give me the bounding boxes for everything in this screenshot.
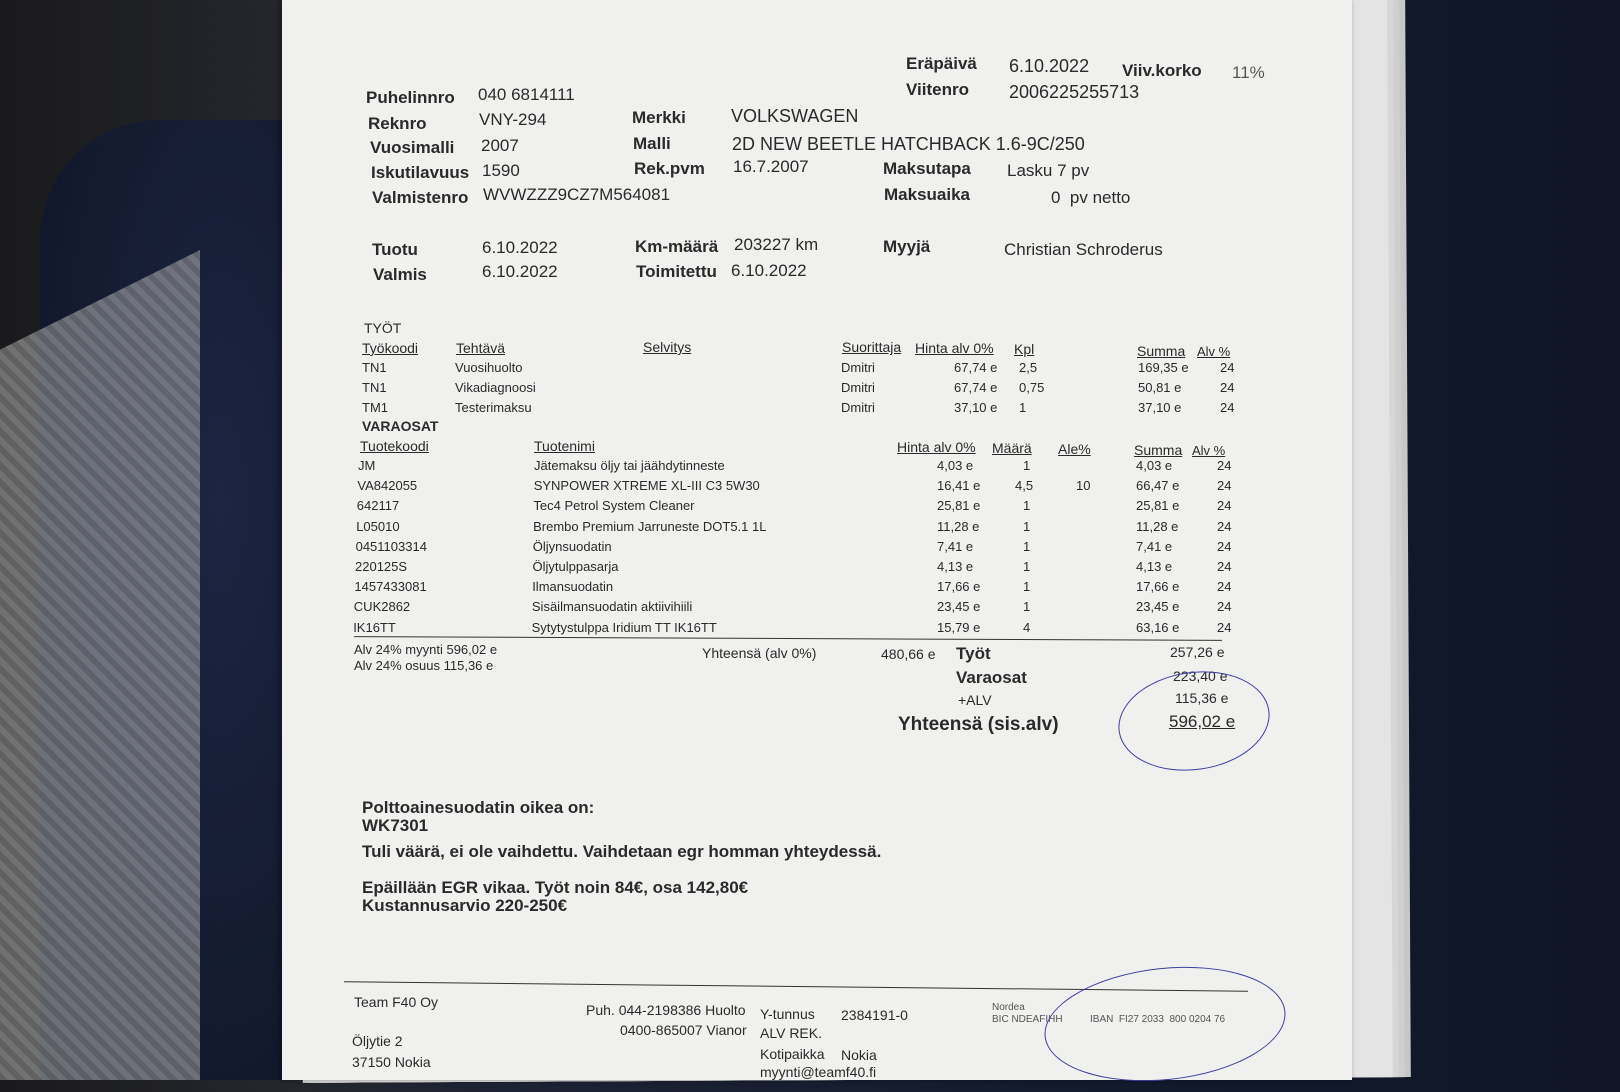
tyot-vat: 24 — [1220, 400, 1235, 415]
varaosat-vat: 24 — [1217, 498, 1232, 514]
varaosat-total-value: 223,40 e — [1173, 668, 1228, 684]
tyot-header-alv: Alv % — [1197, 344, 1231, 359]
varaosat-qty: 1 — [1023, 559, 1031, 574]
tyot-header-kpl: Kpl — [1014, 341, 1035, 357]
varaosat-price: 16,41 e — [937, 478, 981, 494]
varaosat-code: 220125S — [355, 559, 408, 574]
note-line-1: Polttoainesuodatin oikea on: — [362, 798, 595, 817]
varaosat-sum: 4,03 e — [1136, 458, 1173, 473]
varaosat-price: 7,41 e — [937, 538, 974, 554]
varaosat-row — [282, 458, 1352, 476]
iskutilavuus-label: Iskutilavuus — [371, 163, 470, 182]
invoice-page — [282, 0, 1352, 1080]
tyot-code: TM1 — [362, 400, 388, 415]
alv-total-label: +ALV — [958, 692, 992, 708]
varaosat-sum: 23,45 e — [1136, 599, 1180, 615]
varaosat-qty: 1 — [1023, 518, 1031, 534]
tyot-code: TN1 — [362, 360, 387, 375]
varaosat-row — [282, 498, 1352, 516]
varaosat-vat: 24 — [1217, 619, 1232, 635]
varaosat-sum: 63,16 e — [1136, 619, 1180, 635]
puhelinnro-value: 040 6814111 — [478, 85, 575, 104]
tyot-by: Dmitri — [841, 400, 875, 415]
tyot-row — [282, 360, 1352, 378]
varaosat-sum: 25,81 e — [1136, 498, 1180, 514]
varaosat-code: JM — [358, 458, 376, 473]
tyot-header-selvitys: Selvitys — [643, 339, 692, 355]
varaosat-header-name: Tuotenimi — [534, 438, 595, 454]
myyja-label: Myyjä — [883, 237, 931, 256]
footer-street: Öljytie 2 — [352, 1033, 403, 1049]
footer-phone-2: 0400-865007 Vianor — [620, 1022, 747, 1038]
km-label: Km-määrä — [635, 237, 719, 256]
vuosimalli-value: 2007 — [481, 136, 519, 155]
varaosat-sum: 17,66 e — [1136, 579, 1180, 595]
varaosat-name: Öljytulppasarja — [532, 559, 619, 574]
tyot-by: Dmitri — [841, 380, 875, 395]
km-value: 203227 km — [734, 235, 819, 254]
varaosat-name: Sisäilmansuodatin aktiivihiili — [531, 599, 693, 615]
viitenro-value: 2006225255713 — [1009, 82, 1140, 102]
malli-value: 2D NEW BEETLE HATCHBACK 1.6-9C/250 — [732, 134, 1085, 154]
tyot-sum: 50,81 e — [1138, 380, 1182, 395]
tyot-task: Vikadiagnoosi — [455, 380, 536, 395]
maksutapa-value: Lasku 7 pv — [1007, 161, 1090, 180]
tyot-header-task: Tehtävä — [456, 340, 506, 356]
fabric-background — [0, 250, 200, 1080]
footer-kotipaikka-value: Nokia — [841, 1047, 877, 1063]
grand-total-label: Yhteensä (sis.alv) — [898, 714, 1059, 735]
varaosat-header-alv: Alv % — [1192, 443, 1226, 458]
footer-ytunnus-value: 2384191-0 — [841, 1007, 908, 1023]
reknro-value: VNY-294 — [479, 110, 547, 129]
footer-kotipaikka-label: Kotipaikka — [760, 1046, 825, 1062]
tyot-price: 67,74 e — [954, 360, 998, 375]
rekpvm-label: Rek.pvm — [634, 159, 705, 178]
varaosat-name: Jätemaksu öljy tai jäähdytinneste — [534, 458, 725, 473]
varaosat-code: 1457433081 — [354, 579, 427, 595]
varaosat-header-ale: Ale% — [1058, 441, 1091, 457]
varaosat-section-title: VARAOSAT — [362, 418, 439, 434]
tyot-by: Dmitri — [841, 360, 875, 375]
merkki-value: VOLKSWAGEN — [731, 106, 859, 126]
varaosat-vat: 24 — [1217, 478, 1232, 494]
varaosat-qty: 1 — [1023, 458, 1031, 473]
tyot-total-value: 257,26 e — [1170, 644, 1225, 660]
footer-iban: IBAN FI27 2033 800 0204 76 — [1090, 1014, 1226, 1025]
varaosat-price: 15,79 e — [937, 619, 981, 635]
alv-myynti: Alv 24% myynti 596,02 e — [354, 642, 498, 657]
tyot-row — [282, 400, 1352, 418]
varaosat-name: Tec4 Petrol System Cleaner — [533, 498, 695, 514]
varaosat-price: 11,28 e — [937, 518, 980, 534]
vuosimalli-label: Vuosimalli — [370, 138, 455, 157]
varaosat-name: Brembo Premium Jarruneste DOT5.1 1L — [533, 518, 767, 534]
varaosat-row — [282, 599, 1352, 617]
varaosat-price: 17,66 e — [937, 579, 981, 595]
tuotu-label: Tuotu — [372, 240, 418, 259]
varaosat-vat: 24 — [1217, 458, 1232, 473]
varaosat-code: 642117 — [356, 498, 400, 514]
varaosat-name: Ilmansuodatin — [532, 579, 614, 595]
iskutilavuus-value: 1590 — [482, 161, 520, 180]
note-line-2: WK7301 — [362, 816, 429, 835]
tyot-qty: 2,5 — [1019, 360, 1038, 375]
varaosat-qty: 1 — [1023, 599, 1031, 615]
varaosat-qty: 1 — [1023, 498, 1031, 514]
valmistenro-value: WVWZZZ9CZ7M564081 — [483, 185, 671, 204]
tyot-vat: 24 — [1220, 360, 1235, 375]
tyot-header-suorittaja: Suorittaja — [842, 339, 902, 355]
tyot-row — [282, 380, 1352, 398]
tyot-sum: 37,10 e — [1138, 400, 1182, 415]
merkki-label: Merkki — [632, 108, 686, 127]
footer-email: myynti@teamf40.fi — [760, 1064, 877, 1080]
varaosat-code: 0451103314 — [355, 538, 427, 554]
varaosat-code: VA842055 — [357, 478, 418, 494]
varaosat-sum: 11,28 e — [1136, 518, 1179, 534]
varaosat-sum: 7,41 e — [1136, 538, 1173, 554]
varaosat-qty: 1 — [1023, 538, 1031, 554]
varaosat-sum: 66,47 e — [1136, 478, 1180, 494]
malli-label: Malli — [633, 134, 671, 153]
varaosat-qty: 4 — [1023, 619, 1031, 635]
toimitettu-value: 6.10.2022 — [731, 261, 807, 280]
footer-city: 37150 Nokia — [352, 1054, 431, 1070]
note-line-3: Tuli väärä, ei ole vaihdettu. Vaihdetaan egr homman yhteydessä. — [362, 842, 882, 861]
tyot-total-label: Työt — [956, 644, 991, 663]
varaosat-header-price: Hinta alv 0% — [897, 439, 976, 455]
varaosat-row — [282, 478, 1352, 496]
varaosat-row — [282, 620, 1352, 638]
varaosat-price: 25,81 e — [937, 498, 981, 514]
erapaiva-label: Eräpäivä — [906, 54, 977, 73]
varaosat-code: CUK2862 — [353, 599, 411, 615]
alv-osuus: Alv 24% osuus 115,36 e — [354, 658, 494, 673]
valmis-value: 6.10.2022 — [482, 262, 558, 281]
varaosat-name: Öljynsuodatin — [532, 538, 612, 554]
varaosat-header-code: Tuotekoodi — [360, 438, 429, 454]
erapaiva-value: 6.10.2022 — [1009, 56, 1090, 76]
note-line-5: Kustannusarvio 220-250€ — [362, 896, 568, 915]
varaosat-price: 23,45 e — [937, 599, 981, 615]
tyot-task: Testerimaksu — [455, 400, 532, 415]
yhteensa-alv0-value: 480,66 e — [881, 646, 936, 662]
toimitettu-label: Toimitettu — [636, 262, 717, 281]
pen-circle-total — [1112, 662, 1276, 780]
rekpvm-value: 16.7.2007 — [733, 157, 809, 176]
tyot-sum: 169,35 e — [1138, 360, 1189, 375]
grand-total-value: 596,02 e — [1169, 712, 1236, 731]
maksuaika-value: 0 pv netto — [1051, 188, 1131, 207]
pen-circle-iban — [1039, 956, 1291, 1092]
tyot-header-summa: Summa — [1137, 343, 1186, 359]
varaosat-vat: 24 — [1217, 579, 1232, 595]
footer-bic: BIC NDEAFIHH — [992, 1014, 1063, 1025]
tyot-section-title: TYÖT — [364, 320, 402, 336]
varaosat-name: SYNPOWER XTREME XL-III C3 5W30 — [533, 478, 760, 494]
varaosat-qty: 1 — [1023, 579, 1031, 595]
varaosat-vat: 24 — [1217, 538, 1232, 554]
tyot-price: 67,74 e — [954, 380, 998, 395]
footer-alvrek: ALV REK. — [760, 1025, 822, 1041]
myyja-value: Christian Schroderus — [1004, 240, 1163, 259]
viivkorko-label: Viiv.korko — [1122, 61, 1202, 80]
tyot-task: Vuosihuolto — [455, 360, 523, 375]
footer-bank: Nordea — [992, 1002, 1025, 1013]
varaosat-code: L05010 — [356, 518, 400, 534]
alv-total-value: 115,36 e — [1175, 690, 1229, 706]
maksutapa-label: Maksutapa — [883, 159, 971, 178]
footer-ytunnus-label: Y-tunnus — [760, 1006, 815, 1022]
tyot-qty: 1 — [1019, 400, 1027, 415]
varaosat-total-label: Varaosat — [956, 668, 1027, 687]
varaosat-price: 4,13 e — [937, 559, 974, 574]
footer-company: Team F40 Oy — [354, 994, 439, 1010]
footer-phone-1: Puh. 044-2198386 Huolto — [586, 1002, 746, 1018]
varaosat-price: 4,03 e — [937, 458, 974, 473]
varaosat-row — [282, 519, 1352, 537]
valmis-label: Valmis — [373, 265, 427, 284]
tyot-qty: 0,75 — [1019, 380, 1045, 395]
varaosat-row — [282, 559, 1352, 577]
tyot-header-code: Työkoodi — [362, 340, 419, 356]
viitenro-label: Viitenro — [906, 80, 969, 99]
varaosat-discount: 10 — [1076, 478, 1091, 494]
varaosat-sum: 4,13 e — [1136, 559, 1173, 574]
varaosat-row — [282, 579, 1352, 597]
varaosat-header-summa: Summa — [1134, 442, 1183, 458]
varaosat-qty: 4,5 — [1015, 478, 1034, 494]
varaosat-vat: 24 — [1217, 518, 1232, 534]
varaosat-row — [282, 539, 1352, 557]
maksuaika-label: Maksuaika — [884, 185, 970, 204]
tuotu-value: 6.10.2022 — [482, 238, 558, 257]
yhteensa-alv0-label: Yhteensä (alv 0%) — [702, 645, 817, 661]
tyot-vat: 24 — [1220, 380, 1235, 395]
varaosat-vat: 24 — [1217, 599, 1232, 615]
viivkorko-value: 11% — [1232, 63, 1265, 82]
tyot-code: TN1 — [362, 380, 387, 395]
tyot-price: 37,10 e — [954, 400, 998, 415]
note-line-4: Epäillään EGR vikaa. Työt noin 84€, osa 142,80€ — [362, 878, 749, 897]
varaosat-header-qty: Määrä — [992, 440, 1032, 456]
valmistenro-label: Valmistenro — [372, 188, 469, 207]
tyot-header-price: Hinta alv 0% — [915, 340, 994, 356]
reknro-label: Reknro — [368, 114, 427, 133]
varaosat-vat: 24 — [1217, 559, 1232, 574]
puhelinnro-label: Puhelinnro — [366, 88, 455, 107]
varaosat-code: IK16TT — [353, 619, 396, 635]
varaosat-name: Sytytystulppa Iridium TT IK16TT — [531, 619, 717, 635]
